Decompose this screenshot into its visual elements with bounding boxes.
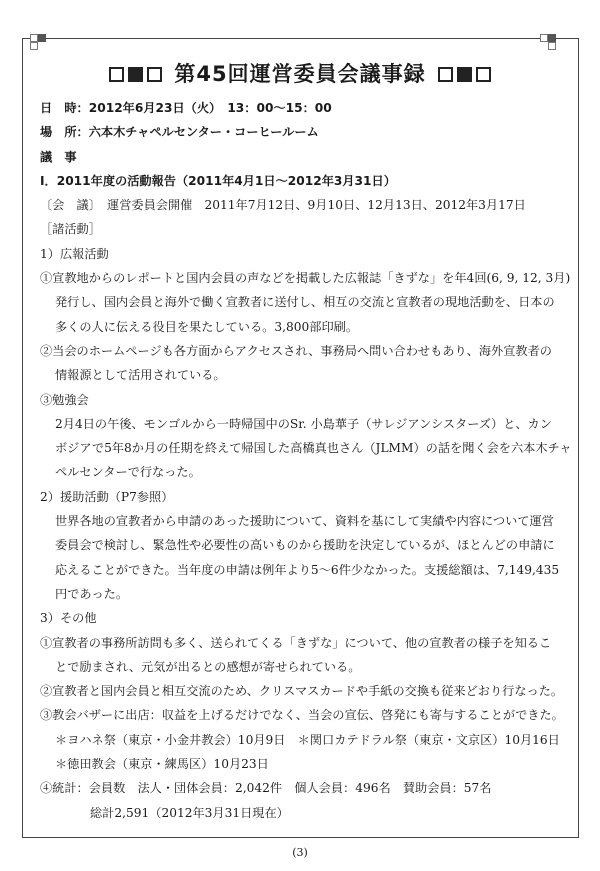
bazaar-list: ＊ヨハネ祭（東京・小金井教会）10月9日 ＊関口カテドラル祭（東京・文京区）10月16日 <box>55 732 560 747</box>
other-item-3: ③教会バザーに出店：収益を上げるだけでなく、当会の宣伝、啓発にも寄与することができた。 <box>40 708 564 723</box>
other-item-1-cont: とで励まされ、元気が出るとの感想が寄せられている。 <box>55 659 361 674</box>
activities-heading: ［諸活動］ <box>40 222 101 237</box>
aid-text: 委員会で検討し、緊急性や必要性の高いものから援助を決定しているが、ほとんどの申請に <box>55 538 555 553</box>
stats-total: 総計2,591（2012年3月31日現在） <box>90 805 289 820</box>
pr-item-2-cont: 情報源として活用されている。 <box>55 368 226 383</box>
minutes-body <box>40 96 572 825</box>
pr-item-1-cont: 発行し、国内会員と海外で働く宣教者に送付し、相互の交流と宣教者の現地活動を、日本の <box>55 295 555 310</box>
aid-text: 世界各地の宣教者から申請のあった援助について、資料を基にして実績や内容について運営 <box>55 514 554 529</box>
page-number: (3) <box>292 846 308 859</box>
date-line: 日 時：2012年6月23日（火） 13：00～15：00 <box>40 101 332 115</box>
agenda-heading: 議 事 <box>40 149 77 164</box>
aid-text: 円であった。 <box>55 586 129 601</box>
section-heading: Ⅰ．2011年度の活動報告（2011年4月1日～2012年3月31日） <box>40 173 396 188</box>
title-ornament-left <box>107 62 164 86</box>
aid-heading: 2）援助活動（P7参照） <box>40 489 174 504</box>
place-line: 場 所：六本木チャペルセンター・コーヒールーム <box>40 125 319 140</box>
pr-item-1: ①宣教地からのレポートと国内会員の声などを掲載した広報誌「きずな」を年4回(6, 9, 12, 3月) <box>40 271 571 286</box>
title-text: 第45回運営委員会議事録 <box>174 62 426 86</box>
title-ornament-right <box>436 62 493 86</box>
other-item-1: ①宣教者の事務所訪問も多く、送られてくる「きずな」について、他の宣教者の様子を知るこ <box>40 635 552 650</box>
study-text: 2月4日の午後、モンゴルから一時帰国中のSr. 小島華子（サレジアンシスターズ）と、カン <box>55 416 552 431</box>
study-heading: ③勉強会 <box>40 392 89 407</box>
corner-ornament-right <box>540 34 562 56</box>
pr-item-2: ②当会のホームページも各方面からアクセスされ、事務局へ問い合わせもあり、海外宣教者の <box>40 343 552 358</box>
pr-heading: 1）広報活動 <box>40 246 109 261</box>
other-item-2: ②宣教者と国内会員と相互交流のため、クリスマスカードや手紙の交換も従来どおり行なった。 <box>40 684 564 699</box>
meetings-line: 〔会 議〕 運営委員会開催 2011年7月12日、9月10日、12月13日、2012年3月17日 <box>40 198 526 213</box>
other-heading: 3）その他 <box>40 611 97 626</box>
pr-item-1-cont: 多くの人に伝える役目を果たしている。3,800部印刷。 <box>55 319 359 334</box>
corner-ornament-left <box>26 34 48 56</box>
study-text: ペルセンターで行なった。 <box>55 465 201 480</box>
document-title <box>0 58 600 88</box>
study-text: ボジアで5年8か月の任期を終えて帰国した高橋真也さん（JLMM）の話を聞く会を六本木チャ <box>55 441 572 456</box>
stats-line: ④統計：会員数 法人・団体会員：2,042件 個人会員：496名 賛助会員：57名 <box>40 781 492 796</box>
aid-text: 応えることができた。当年度の申請は例年より5～6件少なかった。支援総額は、7,149,435 <box>55 562 560 577</box>
bazaar-list: ＊徳田教会（東京・練馬区）10月23日 <box>55 757 269 772</box>
